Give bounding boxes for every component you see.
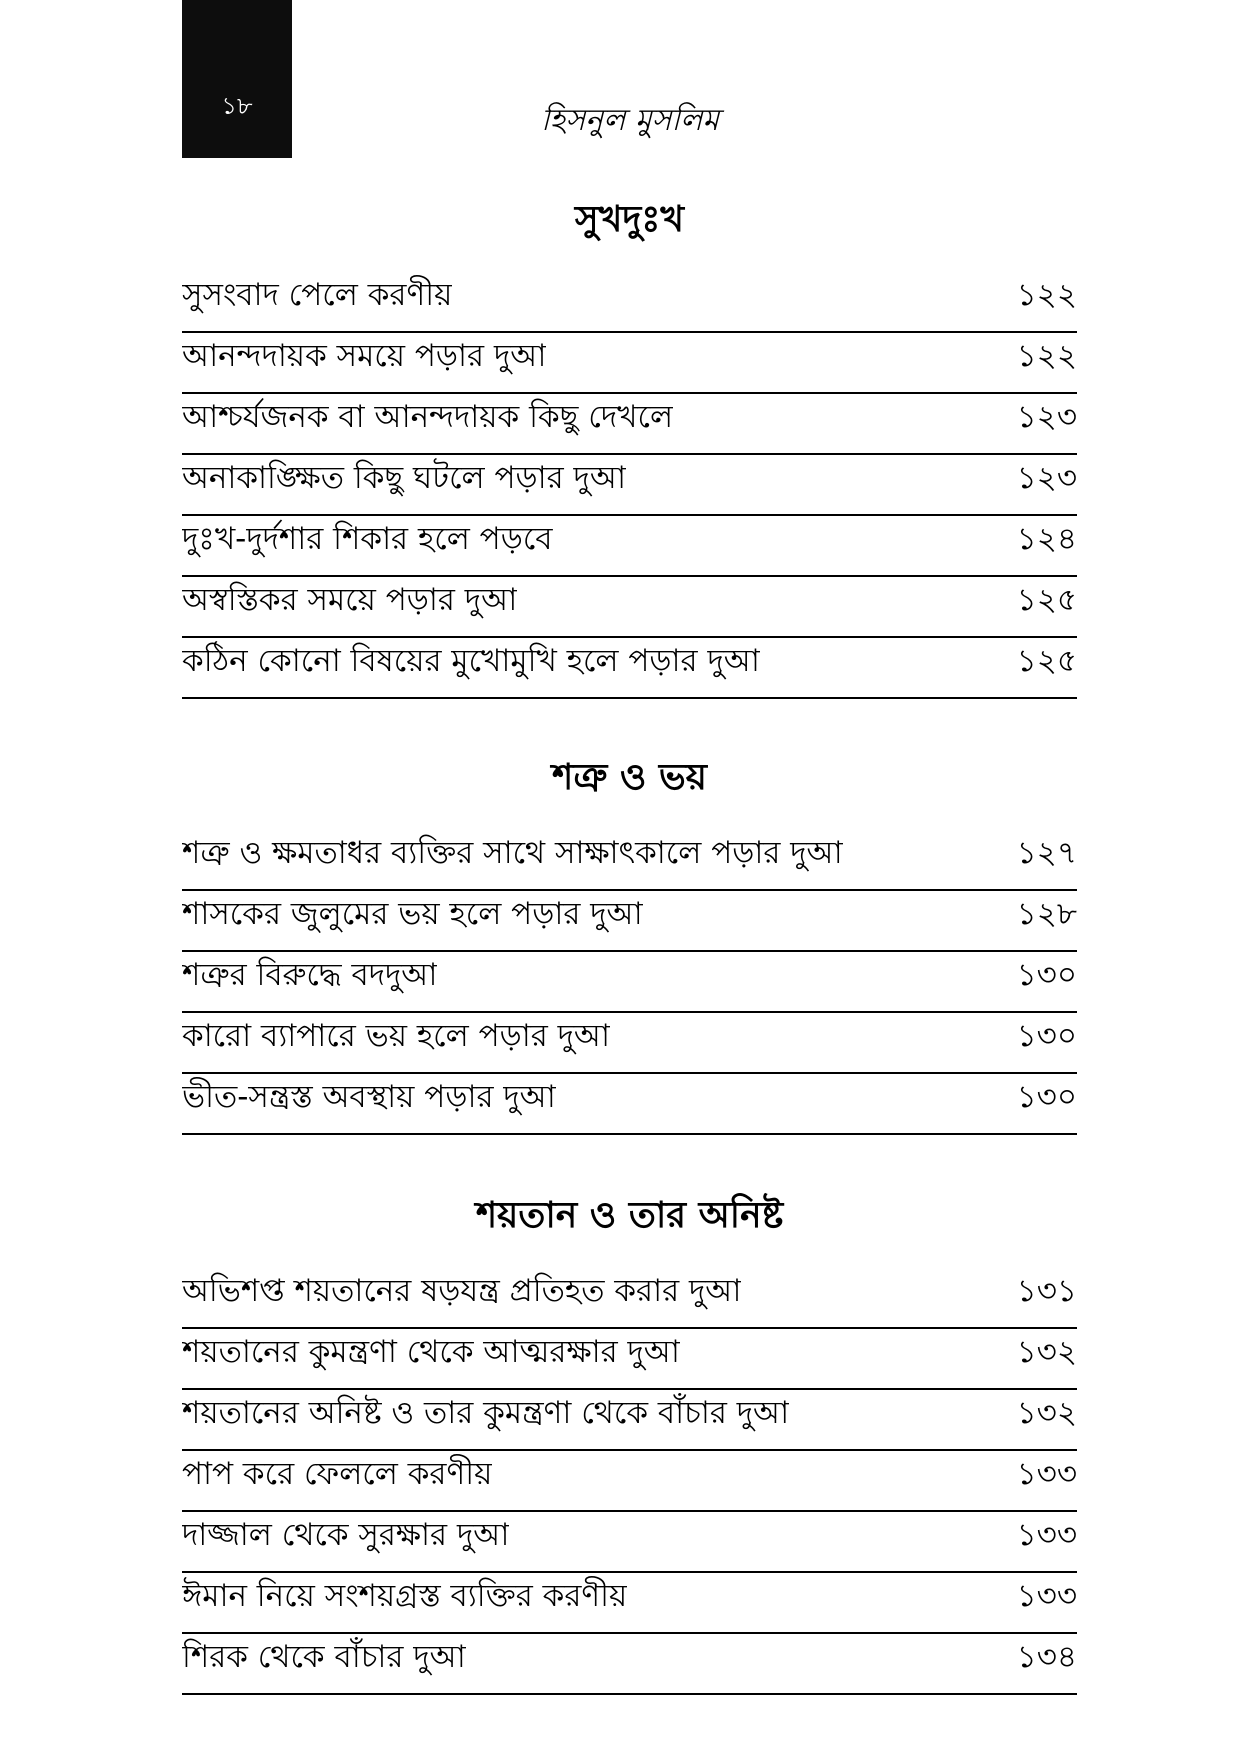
toc-entry[interactable]: [182, 952, 1077, 1013]
toc-entry[interactable]: [182, 891, 1077, 952]
toc-entry[interactable]: [182, 577, 1077, 638]
toc-entry-page: ১৩১: [1016, 1273, 1077, 1309]
toc-entry-page: ১৩৩: [1016, 1517, 1077, 1553]
toc-entry-page: ১২৭: [1016, 835, 1077, 871]
toc-entry-title: দাজ্জাল থেকে সুরক্ষার দুআ: [182, 1517, 510, 1553]
toc-entry-title: শাসকের জুলুমের ভয় হলে পড়ার দুআ: [182, 896, 643, 932]
toc-entry-page: ১২৮: [1016, 896, 1077, 932]
toc-entry[interactable]: [182, 830, 1077, 891]
toc-entry-title: অস্বস্তিকর সময়ে পড়ার দুআ: [182, 582, 518, 618]
toc-entry-page: ১৩০: [1016, 1018, 1077, 1054]
section-title: সুখদুঃখ: [574, 199, 685, 240]
toc-entry-page: ১৩২: [1016, 1395, 1077, 1431]
toc-entry-title: শয়তানের কুমন্ত্রণা থেকে আত্মরক্ষার দুআ: [182, 1334, 680, 1370]
toc-entry[interactable]: [182, 455, 1077, 516]
toc-entry[interactable]: [182, 1329, 1077, 1390]
toc-entry[interactable]: [182, 1573, 1077, 1634]
toc-entry-title: আশ্চর্যজনক বা আনন্দদায়ক কিছু দেখলে: [182, 399, 674, 435]
toc-entry-page: ১২৫: [1016, 643, 1077, 679]
toc-entry-title: অভিশপ্ত শয়তানের ষড়যন্ত্র প্রতিহত করার দুআ: [182, 1273, 742, 1309]
toc-entry[interactable]: [182, 272, 1077, 333]
page-number: ১৮: [221, 92, 253, 120]
toc-section-happiness-sorrow: [182, 190, 1077, 699]
toc-entry-title: ঈমান নিয়ে সংশয়গ্রস্ত ব্যক্তির করণীয়: [182, 1578, 628, 1614]
toc-entry-page: ১২২: [1016, 277, 1077, 313]
toc-entry-title: শত্রু ও ক্ষমতাধর ব্যক্তির সাথে সাক্ষাৎকালে পড়ার দুআ: [182, 835, 843, 871]
toc-entry-title: কঠিন কোনো বিষয়ের মুখোমুখি হলে পড়ার দুআ: [182, 643, 760, 679]
toc-entry-page: ১৩০: [1016, 1079, 1077, 1115]
toc-list: [182, 1268, 1077, 1695]
toc-section-satan-evil: [182, 1186, 1077, 1695]
toc-entry-page: ১২৫: [1016, 582, 1077, 618]
toc-entry-page: ১৩৩: [1016, 1578, 1077, 1614]
toc-entry-title: সুসংবাদ পেলে করণীয়: [182, 277, 453, 313]
toc-entry-page: ১৩২: [1016, 1334, 1077, 1370]
toc-entry[interactable]: [182, 1390, 1077, 1451]
toc-entry-page: ১৩৩: [1016, 1456, 1077, 1492]
toc-entry[interactable]: [182, 1013, 1077, 1074]
toc-entry-page: ১৩৪: [1016, 1639, 1077, 1675]
toc-entry-title: শত্রুর বিরুদ্ধে বদদুআ: [182, 957, 438, 993]
toc-entry-page: ১২২: [1016, 338, 1077, 374]
toc-entry-title: অনাকাঙ্ক্ষিত কিছু ঘটলে পড়ার দুআ: [182, 460, 626, 496]
toc-section-enemy-fear: [182, 748, 1077, 1135]
toc-entry[interactable]: [182, 1451, 1077, 1512]
running-head-title: হিসনুল মুসলিম: [540, 103, 720, 138]
toc-entry-title: শিরক থেকে বাঁচার দুআ: [182, 1639, 466, 1675]
toc-entry-page: ১২৩: [1016, 460, 1077, 496]
toc-entry[interactable]: [182, 394, 1077, 455]
toc-entry-title: শয়তানের অনিষ্ট ও তার কুমন্ত্রণা থেকে বাঁচার দুআ: [182, 1395, 790, 1431]
toc-list: [182, 272, 1077, 699]
toc-entry-page: ১২৪: [1016, 521, 1077, 557]
toc-entry-title: পাপ করে ফেললে করণীয়: [182, 1456, 493, 1492]
toc-entry[interactable]: [182, 1512, 1077, 1573]
toc-entry[interactable]: [182, 1268, 1077, 1329]
toc-entry[interactable]: [182, 516, 1077, 577]
toc-entry[interactable]: [182, 333, 1077, 394]
toc-entry-page: ১৩০: [1016, 957, 1077, 993]
toc-entry-title: আনন্দদায়ক সময়ে পড়ার দুআ: [182, 338, 547, 374]
toc-entry[interactable]: [182, 1074, 1077, 1135]
section-title: শয়তান ও তার অনিষ্ট: [475, 1195, 784, 1236]
toc-entry[interactable]: [182, 638, 1077, 699]
toc-entry[interactable]: [182, 1634, 1077, 1695]
toc-entry-title: দুঃখ-দুর্দশার শিকার হলে পড়বে: [182, 521, 553, 557]
section-title: শত্রু ও ভয়: [552, 757, 707, 798]
toc-entry-title: ভীত-সন্ত্রস্ত অবস্থায় পড়ার দুআ: [182, 1079, 556, 1115]
toc-list: [182, 830, 1077, 1135]
toc-entry-page: ১২৩: [1016, 399, 1077, 435]
toc-entry-title: কারো ব্যাপারে ভয় হলে পড়ার দুআ: [182, 1018, 611, 1054]
